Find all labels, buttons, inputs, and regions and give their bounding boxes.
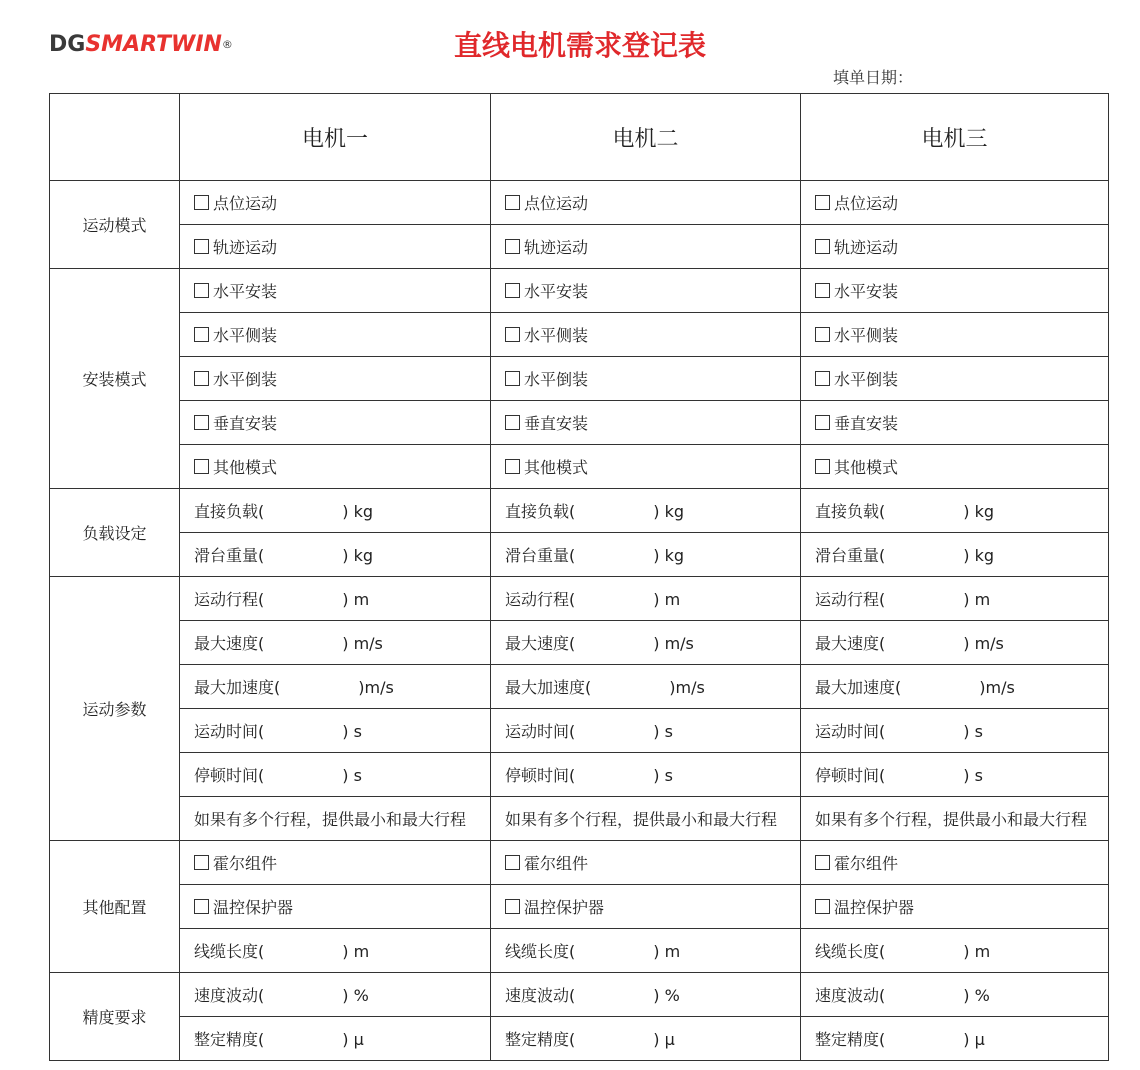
table-header-row	[50, 94, 1109, 181]
field-unit: ) s	[963, 722, 983, 741]
form-cell[interactable]	[801, 973, 1109, 1017]
table-row	[50, 709, 1109, 753]
form-cell[interactable]	[491, 401, 801, 445]
field-label: 最大速度(	[815, 634, 886, 653]
field-label: 直接负载(	[194, 502, 265, 521]
field-unit: ) μ	[653, 1030, 675, 1049]
table-row	[50, 885, 1109, 929]
checkbox[interactable]	[505, 855, 520, 870]
table-row	[50, 577, 1109, 621]
field-unit: ) μ	[342, 1030, 364, 1049]
field-label: 速度波动(	[505, 986, 576, 1005]
checkbox-label: 水平倒装	[213, 370, 278, 389]
field-unit: ) %	[963, 986, 990, 1005]
form-cell[interactable]	[801, 269, 1109, 313]
checkbox-label: 垂直安装	[834, 414, 899, 433]
form-cell[interactable]	[180, 225, 491, 269]
form-cell[interactable]	[801, 445, 1109, 489]
field-label: 整定精度(	[194, 1030, 265, 1049]
form-cell[interactable]	[801, 929, 1109, 973]
field-unit: ) kg	[653, 502, 684, 521]
checkbox[interactable]	[815, 855, 830, 870]
checkbox-label: 温控保护器	[834, 898, 915, 917]
checkbox[interactable]	[194, 855, 209, 870]
field-unit: ) m	[963, 590, 991, 609]
checkbox-label: 轨迹运动	[524, 238, 589, 257]
field-unit: ) kg	[653, 546, 684, 565]
form-cell[interactable]	[491, 929, 801, 973]
form-cell[interactable]	[801, 489, 1109, 533]
form-cell[interactable]	[491, 225, 801, 269]
field-unit: ) s	[342, 766, 362, 785]
checkbox[interactable]	[815, 283, 830, 298]
field-unit: ) %	[653, 986, 680, 1005]
checkbox[interactable]	[194, 239, 209, 254]
form-cell[interactable]	[491, 709, 801, 753]
checkbox-label: 点位运动	[834, 194, 899, 213]
form-cell[interactable]	[180, 929, 491, 973]
form-cell[interactable]	[180, 357, 491, 401]
field-unit: ) s	[653, 766, 673, 785]
field-label: 滑台重量(	[194, 546, 265, 565]
checkbox[interactable]	[505, 899, 520, 914]
form-cell[interactable]	[180, 709, 491, 753]
form-cell[interactable]	[491, 181, 801, 225]
form-cell[interactable]	[180, 1017, 491, 1061]
form-cell[interactable]	[491, 665, 801, 709]
table-row	[50, 973, 1109, 1017]
form-cell[interactable]	[801, 709, 1109, 753]
form-cell[interactable]	[180, 841, 491, 885]
checkbox[interactable]	[815, 415, 830, 430]
form-cell[interactable]	[491, 577, 801, 621]
checkbox[interactable]	[194, 459, 209, 474]
checkbox[interactable]	[505, 459, 520, 474]
form-cell	[801, 797, 1109, 841]
field-label: 整定精度(	[815, 1030, 886, 1049]
checkbox[interactable]	[815, 459, 830, 474]
form-cell[interactable]	[801, 533, 1109, 577]
note-text: 如果有多个行程，提供最小和最大行程	[505, 810, 778, 829]
field-label: 最大加速度(	[194, 678, 281, 697]
form-cell[interactable]	[801, 313, 1109, 357]
field-unit: ) %	[342, 986, 369, 1005]
field-label: 最大加速度(	[505, 678, 592, 697]
note-text: 如果有多个行程，提供最小和最大行程	[815, 810, 1088, 829]
form-cell[interactable]	[180, 181, 491, 225]
field-label: 线缆长度(	[505, 942, 576, 961]
checkbox[interactable]	[194, 899, 209, 914]
form-cell[interactable]	[180, 401, 491, 445]
checkbox[interactable]	[194, 327, 209, 342]
field-label: 线缆长度(	[194, 942, 265, 961]
checkbox[interactable]	[505, 239, 520, 254]
field-label: 运动时间(	[194, 722, 265, 741]
note-text: 如果有多个行程，提供最小和最大行程	[194, 810, 467, 829]
checkbox[interactable]	[815, 371, 830, 386]
field-label: 运动行程(	[815, 590, 886, 609]
field-label: 滑台重量(	[505, 546, 576, 565]
field-label: 速度波动(	[815, 986, 886, 1005]
form-cell[interactable]	[491, 841, 801, 885]
field-unit: ) m/s	[653, 634, 694, 653]
table-row	[50, 797, 1109, 841]
checkbox-label: 其他模式	[524, 458, 589, 477]
table-row	[50, 665, 1109, 709]
checkbox-label: 温控保护器	[213, 898, 294, 917]
fill-date-label: 填单日期：	[833, 68, 914, 87]
page-title: 直线电机需求登记表	[453, 29, 706, 62]
column-header-motor-1: 电机一	[180, 94, 491, 181]
form-cell[interactable]	[801, 357, 1109, 401]
field-label: 运动时间(	[505, 722, 576, 741]
checkbox-label: 轨迹运动	[834, 238, 899, 257]
table-row	[50, 753, 1109, 797]
field-unit: ) kg	[342, 502, 373, 521]
form-cell	[491, 797, 801, 841]
form-cell[interactable]	[491, 1017, 801, 1061]
checkbox[interactable]	[815, 327, 830, 342]
form-cell[interactable]	[180, 577, 491, 621]
form-cell[interactable]	[180, 269, 491, 313]
form-cell[interactable]	[801, 753, 1109, 797]
checkbox-label: 温控保护器	[524, 898, 605, 917]
form-cell[interactable]	[801, 225, 1109, 269]
checkbox[interactable]	[194, 283, 209, 298]
checkbox-label: 水平侧装	[834, 326, 899, 345]
checkbox[interactable]	[505, 371, 520, 386]
field-unit: )m/s	[358, 678, 394, 697]
form-cell[interactable]	[491, 445, 801, 489]
form-cell[interactable]	[491, 533, 801, 577]
form-cell[interactable]	[801, 577, 1109, 621]
checkbox-label: 水平安装	[524, 282, 589, 301]
category-label: 负载设定	[50, 489, 180, 577]
checkbox-label: 霍尔组件	[834, 854, 899, 873]
form-cell[interactable]	[491, 357, 801, 401]
form-cell[interactable]	[801, 621, 1109, 665]
checkbox-label: 水平侧装	[524, 326, 589, 345]
form-cell[interactable]	[180, 489, 491, 533]
table-row	[50, 401, 1109, 445]
field-label: 最大速度(	[194, 634, 265, 653]
table-row	[50, 929, 1109, 973]
field-label: 停顿时间(	[194, 766, 265, 785]
checkbox-label: 垂直安装	[524, 414, 589, 433]
checkbox[interactable]	[194, 415, 209, 430]
checkbox[interactable]	[815, 899, 830, 914]
table-row	[50, 357, 1109, 401]
form-cell	[180, 797, 491, 841]
form-cell[interactable]	[180, 445, 491, 489]
form-cell[interactable]	[801, 841, 1109, 885]
category-label: 安装模式	[50, 269, 180, 489]
checkbox-label: 霍尔组件	[524, 854, 589, 873]
requirements-table	[49, 93, 1109, 1061]
logo-dg: DG	[49, 32, 86, 57]
column-header-motor-2: 电机二	[491, 94, 801, 181]
field-unit: ) kg	[963, 546, 994, 565]
checkbox[interactable]	[194, 371, 209, 386]
field-label: 线缆长度(	[815, 942, 886, 961]
checkbox-label: 霍尔组件	[213, 854, 278, 873]
checkbox[interactable]	[505, 327, 520, 342]
form-cell[interactable]	[491, 313, 801, 357]
field-label: 整定精度(	[505, 1030, 576, 1049]
field-label: 最大加速度(	[815, 678, 902, 697]
field-label: 停顿时间(	[815, 766, 886, 785]
field-label: 运动行程(	[505, 590, 576, 609]
logo-smartwin: SMARTWIN	[85, 32, 222, 57]
form-cell[interactable]	[491, 269, 801, 313]
checkbox[interactable]	[505, 195, 520, 210]
checkbox[interactable]	[505, 415, 520, 430]
field-unit: )m/s	[979, 678, 1015, 697]
table-row	[50, 225, 1109, 269]
form-cell[interactable]	[180, 313, 491, 357]
form-cell[interactable]	[491, 621, 801, 665]
field-label: 运动时间(	[815, 722, 886, 741]
table-row	[50, 1017, 1109, 1061]
registered-mark: ®	[221, 38, 233, 51]
form-cell[interactable]	[801, 181, 1109, 225]
field-unit: ) kg	[342, 546, 373, 565]
checkbox-label: 点位运动	[213, 194, 278, 213]
field-label: 速度波动(	[194, 986, 265, 1005]
field-unit: ) m/s	[963, 634, 1004, 653]
table-row	[50, 533, 1109, 577]
checkbox[interactable]	[815, 195, 830, 210]
form-cell[interactable]	[801, 401, 1109, 445]
form-cell[interactable]	[180, 973, 491, 1017]
checkbox-label: 水平倒装	[524, 370, 589, 389]
checkbox[interactable]	[194, 195, 209, 210]
field-unit: ) μ	[963, 1030, 985, 1049]
table-row	[50, 269, 1109, 313]
checkbox-label: 其他模式	[834, 458, 899, 477]
field-unit: ) m	[342, 942, 370, 961]
category-label: 运动参数	[50, 577, 180, 841]
form-cell[interactable]	[801, 665, 1109, 709]
table-row	[50, 621, 1109, 665]
header-corner-cell	[50, 94, 180, 181]
form-cell[interactable]	[801, 1017, 1109, 1061]
form-cell[interactable]	[491, 753, 801, 797]
form-cell[interactable]	[180, 885, 491, 929]
checkbox-label: 点位运动	[524, 194, 589, 213]
checkbox-label: 垂直安装	[213, 414, 278, 433]
field-label: 停顿时间(	[505, 766, 576, 785]
form-cell[interactable]	[180, 533, 491, 577]
field-unit: ) m	[653, 942, 681, 961]
checkbox-label: 其他模式	[213, 458, 278, 477]
field-unit: )m/s	[669, 678, 705, 697]
field-unit: ) s	[342, 722, 362, 741]
form-cell[interactable]	[180, 665, 491, 709]
category-label: 精度要求	[50, 973, 180, 1061]
table-row	[50, 313, 1109, 357]
field-label: 运动行程(	[194, 590, 265, 609]
checkbox-label: 水平安装	[834, 282, 899, 301]
category-label: 其他配置	[50, 841, 180, 973]
checkbox-label: 水平侧装	[213, 326, 278, 345]
field-unit: ) m	[963, 942, 991, 961]
field-unit: ) m	[653, 590, 681, 609]
field-unit: ) s	[963, 766, 983, 785]
table-row	[50, 181, 1109, 225]
form-cell[interactable]	[801, 885, 1109, 929]
table-row	[50, 489, 1109, 533]
form-cell[interactable]	[180, 753, 491, 797]
checkbox[interactable]	[505, 283, 520, 298]
checkbox[interactable]	[815, 239, 830, 254]
field-unit: ) s	[653, 722, 673, 741]
checkbox-label: 轨迹运动	[213, 238, 278, 257]
form-cell[interactable]	[180, 621, 491, 665]
checkbox-label: 水平倒装	[834, 370, 899, 389]
column-header-motor-3: 电机三	[801, 94, 1109, 181]
field-label: 滑台重量(	[815, 546, 886, 565]
checkbox-label: 水平安装	[213, 282, 278, 301]
field-unit: ) m	[342, 590, 370, 609]
category-label: 运动模式	[50, 181, 180, 269]
form-cell[interactable]	[491, 489, 801, 533]
field-label: 直接负载(	[815, 502, 886, 521]
form-cell[interactable]	[491, 885, 801, 929]
field-unit: ) m/s	[342, 634, 383, 653]
field-unit: ) kg	[963, 502, 994, 521]
table-row	[50, 841, 1109, 885]
form-cell[interactable]	[491, 973, 801, 1017]
field-label: 直接负载(	[505, 502, 576, 521]
table-row	[50, 445, 1109, 489]
field-label: 最大速度(	[505, 634, 576, 653]
